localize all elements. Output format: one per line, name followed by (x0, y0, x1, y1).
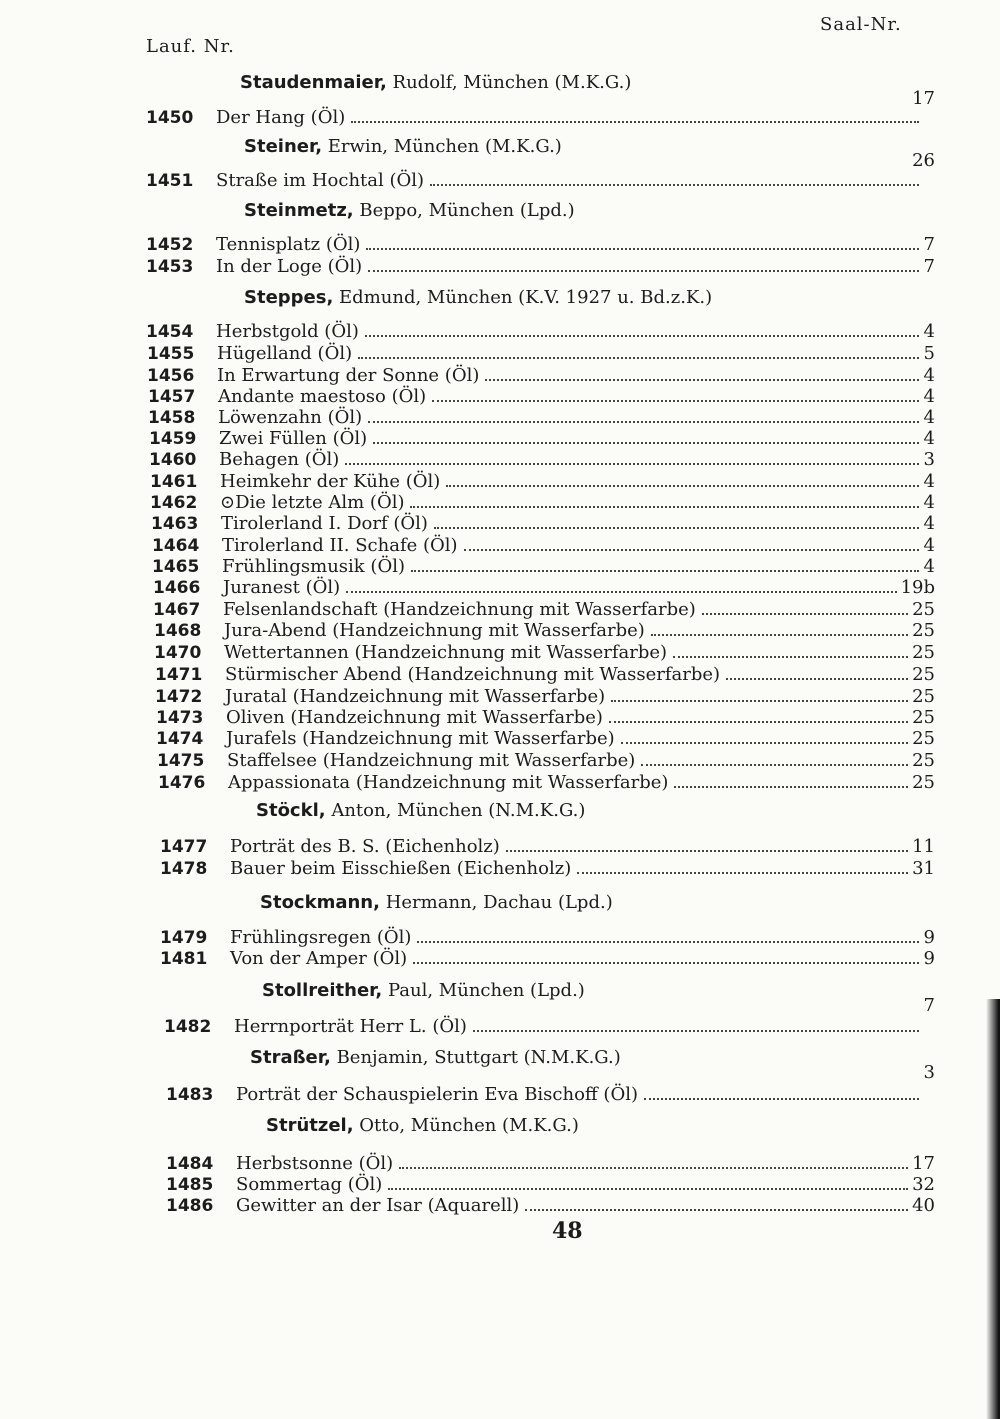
artist-name: Stöckl, (256, 800, 326, 821)
dot-leader (366, 248, 919, 250)
dot-leader (358, 357, 919, 359)
dot-leader (413, 962, 919, 964)
entry-number: 1474 (156, 729, 204, 749)
entry-title: Bauer beim Eisschießen (Eichenholz) (230, 858, 572, 879)
artist-details: Paul, München (Lpd.) (387, 980, 585, 1001)
entry-title: Gewitter an der Isar (Aquarell) (236, 1195, 520, 1216)
entry-hall-number: 9 (923, 948, 935, 969)
dot-leader (417, 941, 919, 943)
entry-number: 1486 (166, 1196, 214, 1216)
entry-title: In der Loge (Öl) (216, 256, 363, 277)
entry-number: 1479 (160, 928, 208, 948)
catalog-entry (146, 321, 935, 343)
entry-title: Jurafels (Handzeichnung mit Wasserfarbe) (226, 728, 615, 749)
entry-title: Herrnporträt Herr L. (Öl) (234, 1016, 467, 1037)
entry-title: Wettertannen (Handzeichnung mit Wasserfarbe) (224, 642, 668, 663)
artist-details: Benjamin, Stuttgart (N.M.K.G.) (336, 1047, 621, 1068)
entry-title: Tirolerland I. Dorf (Öl) (221, 513, 428, 534)
entry-hall-number: 31 (912, 858, 935, 879)
artist-heading (260, 892, 613, 913)
entry-number: 1459 (149, 429, 197, 449)
artist-heading (240, 72, 631, 93)
catalog-entry (155, 686, 935, 708)
dot-leader (399, 1167, 908, 1169)
header-lauf-nr: Lauf. Nr. (146, 36, 235, 57)
catalog-entry (149, 428, 935, 450)
entry-hall-number: 19b (900, 577, 935, 598)
header-saal-nr: Saal-Nr. (820, 14, 902, 35)
artist-details: Edmund, München (K.V. 1927 u. Bd.z.K.) (339, 287, 713, 308)
dot-leader (365, 335, 919, 337)
catalog-entry (160, 948, 935, 970)
entry-hall-number: 25 (912, 707, 935, 728)
entry-title: Tennisplatz (Öl) (216, 234, 361, 255)
dot-leader (473, 1030, 919, 1032)
entry-number: 1451 (146, 171, 194, 191)
entry-hall-number: 5 (923, 343, 935, 364)
artist-heading (244, 287, 712, 308)
artist-details: Rudolf, München (M.K.G.) (392, 72, 632, 93)
entry-number: 1473 (156, 708, 204, 728)
entry-title: Stürmischer Abend (Handzeichnung mit Wasserfarbe) (225, 664, 721, 685)
catalog-entry (153, 599, 935, 621)
dot-leader (651, 634, 908, 636)
entry-hall-number: 25 (912, 664, 935, 685)
entry-hall-number: 7 (923, 234, 935, 255)
entry-title: Zwei Füllen (Öl) (219, 428, 368, 449)
entry-number: 1467 (153, 600, 201, 620)
dot-leader (506, 850, 908, 852)
artist-details: Beppo, München (Lpd.) (359, 200, 575, 221)
entry-hall-number: 11 (912, 836, 935, 857)
artist-hall-number: 17 (912, 88, 935, 109)
entry-number: 1454 (146, 322, 194, 342)
catalog-entry (151, 513, 935, 535)
dot-leader (410, 506, 919, 508)
entry-title: Von der Amper (Öl) (230, 948, 408, 969)
dot-leader (485, 379, 919, 381)
catalog-entry (146, 107, 935, 129)
catalog-entry (160, 858, 935, 880)
artist-hall-number: 26 (912, 150, 935, 171)
entry-number: 1481 (160, 949, 208, 969)
entry-hall-number: 4 (923, 407, 935, 428)
entry-hall-number: 25 (912, 728, 935, 749)
entry-title: Felsenlandschaft (Handzeichnung mit Wasserfarbe) (223, 599, 696, 620)
catalog-entry (164, 1016, 935, 1038)
entry-title: Appassionata (Handzeichnung mit Wasserfarbe) (228, 772, 669, 793)
catalog-entry (156, 707, 935, 729)
artist-name: Steppes, (244, 287, 334, 308)
entry-hall-number: 40 (912, 1195, 935, 1216)
dot-leader (674, 786, 908, 788)
catalog-entry (154, 642, 935, 664)
entry-number: 1477 (160, 837, 208, 857)
artist-details: Otto, München (M.K.G.) (359, 1115, 579, 1136)
dot-leader (611, 700, 908, 702)
entry-number: 1485 (166, 1175, 214, 1195)
dot-leader (673, 656, 908, 658)
entry-title: Frühlingsregen (Öl) (230, 927, 412, 948)
entry-title: Jura-Abend (Handzeichnung mit Wasserfarbe) (224, 620, 645, 641)
entry-hall-number: 4 (923, 556, 935, 577)
dot-leader (368, 421, 919, 423)
artist-hall-number: 3 (923, 1062, 935, 1083)
dot-leader (644, 1098, 919, 1100)
entry-number: 1462 (150, 493, 198, 513)
artist-name: Straßer, (250, 1047, 331, 1068)
dot-leader (430, 184, 919, 186)
page-number: 48 (552, 1218, 583, 1244)
entry-number: 1478 (160, 859, 208, 879)
entry-title: ⊙Die letzte Alm (Öl) (220, 492, 405, 513)
entry-number: 1458 (148, 408, 196, 428)
catalog-entry (152, 556, 935, 578)
entry-hall-number: 4 (923, 535, 935, 556)
entry-title: Staffelsee (Handzeichnung mit Wasserfarbe) (227, 750, 636, 771)
entry-number: 1484 (166, 1154, 214, 1174)
dot-leader (345, 463, 919, 465)
entry-title: Juratal (Handzeichnung mit Wasserfarbe) (225, 686, 606, 707)
entry-hall-number: 9 (923, 927, 935, 948)
entry-number: 1452 (146, 235, 194, 255)
catalog-entry (158, 772, 935, 794)
entry-title: Löwenzahn (Öl) (218, 407, 363, 428)
catalog-entry (156, 728, 935, 750)
entry-number: 1483 (166, 1085, 214, 1105)
catalog-entry (148, 407, 935, 429)
catalog-entry (166, 1084, 935, 1106)
catalog-entry (166, 1195, 935, 1217)
dot-leader (446, 485, 919, 487)
entry-title: Andante maestoso (Öl) (218, 386, 427, 407)
artist-details: Anton, München (N.M.K.G.) (331, 800, 586, 821)
dot-leader (346, 591, 896, 593)
entry-hall-number: 17 (912, 1153, 935, 1174)
catalog-entry (147, 365, 935, 387)
artist-name: Stollreither, (262, 980, 383, 1001)
entry-number: 1466 (153, 578, 201, 598)
entry-hall-number: 4 (923, 365, 935, 386)
catalog-entry (155, 664, 935, 686)
entry-number: 1464 (152, 536, 200, 556)
entry-title: Tirolerland II. Schafe (Öl) (222, 535, 458, 556)
entry-title: Oliven (Handzeichnung mit Wasserfarbe) (226, 707, 603, 728)
entry-number: 1468 (154, 621, 202, 641)
entry-number: 1476 (158, 773, 206, 793)
dot-leader (388, 1188, 908, 1190)
dot-leader (464, 549, 919, 551)
dot-leader (525, 1209, 908, 1211)
dot-leader (641, 764, 908, 766)
dot-leader (432, 400, 919, 402)
dot-leader (373, 442, 919, 444)
dot-leader (434, 527, 919, 529)
entry-hall-number: 4 (923, 386, 935, 407)
entry-number: 1470 (154, 643, 202, 663)
dot-leader (411, 570, 919, 572)
entry-hall-number: 7 (923, 256, 935, 277)
entry-number: 1455 (147, 344, 195, 364)
entry-title: Herbstgold (Öl) (216, 321, 359, 342)
catalog-entry (146, 256, 935, 278)
entry-hall-number: 4 (923, 428, 935, 449)
page-binding-shadow (986, 999, 1000, 1419)
entry-number: 1482 (164, 1017, 212, 1037)
entry-title: Behagen (Öl) (219, 449, 340, 470)
artist-details: Erwin, München (M.K.G.) (327, 136, 562, 157)
entry-hall-number: 25 (912, 599, 935, 620)
entry-hall-number: 4 (923, 471, 935, 492)
entry-hall-number: 25 (912, 686, 935, 707)
entry-number: 1472 (155, 687, 203, 707)
entry-title: Porträt der Schauspielerin Eva Bischoff (Öl) (236, 1084, 638, 1105)
entry-hall-number: 4 (923, 513, 935, 534)
entry-title: Frühlingsmusik (Öl) (222, 556, 405, 577)
dot-leader (609, 721, 908, 723)
entry-title: Herbstsonne (Öl) (236, 1153, 394, 1174)
catalog-entry (150, 471, 935, 493)
entry-title: In Erwartung der Sonne (Öl) (217, 365, 480, 386)
catalog-entry (148, 386, 935, 408)
catalog-entry (146, 234, 935, 256)
entry-number: 1456 (147, 366, 195, 386)
catalog-entry (147, 343, 935, 365)
entry-hall-number: 25 (912, 642, 935, 663)
artist-name: Steinmetz, (244, 200, 354, 221)
artist-name: Steiner, (244, 136, 323, 157)
entry-number: 1471 (155, 665, 203, 685)
entry-hall-number: 4 (923, 492, 935, 513)
entry-title: Heimkehr der Kühe (Öl) (220, 471, 441, 492)
entry-hall-number: 25 (912, 620, 935, 641)
entry-hall-number: 4 (923, 321, 935, 342)
artist-heading (244, 136, 562, 157)
catalog-entry (160, 927, 935, 949)
entry-title: Straße im Hochtal (Öl) (216, 170, 425, 191)
entry-title: Juranest (Öl) (223, 577, 341, 598)
catalog-entry (166, 1153, 935, 1175)
entry-hall-number: 3 (923, 449, 935, 470)
artist-hall-number: 7 (923, 995, 935, 1016)
dot-leader (621, 742, 908, 744)
catalog-entry (153, 577, 935, 599)
entry-hall-number: 32 (912, 1174, 935, 1195)
dot-leader (726, 678, 908, 680)
catalog-entry (146, 170, 935, 192)
catalog-entry (149, 449, 935, 471)
dot-leader (351, 121, 919, 123)
artist-heading (266, 1115, 579, 1136)
catalog-entry (150, 492, 935, 514)
entry-title: Porträt des B. S. (Eichenholz) (230, 836, 500, 857)
artist-name: Strützel, (266, 1115, 354, 1136)
catalog-entry (154, 620, 935, 642)
entry-title: Der Hang (Öl) (216, 107, 346, 128)
entry-number: 1457 (148, 387, 196, 407)
dot-leader (577, 872, 908, 874)
entry-title: Hügelland (Öl) (217, 343, 353, 364)
artist-details: Hermann, Dachau (Lpd.) (385, 892, 613, 913)
catalog-entry (157, 750, 935, 772)
artist-name: Staudenmaier, (240, 72, 387, 93)
entry-number: 1463 (151, 514, 199, 534)
entry-number: 1460 (149, 450, 197, 470)
entry-number: 1450 (146, 108, 194, 128)
entry-number: 1453 (146, 257, 194, 277)
entry-number: 1465 (152, 557, 200, 577)
entry-number: 1461 (150, 472, 198, 492)
artist-name: Stockmann, (260, 892, 380, 913)
artist-heading (250, 1047, 621, 1068)
dot-leader (702, 613, 908, 615)
entry-title: Sommertag (Öl) (236, 1174, 383, 1195)
catalog-entry (160, 836, 935, 858)
catalog-entry (166, 1174, 935, 1196)
entry-hall-number: 25 (912, 750, 935, 771)
artist-heading (244, 200, 575, 221)
entry-hall-number: 25 (912, 772, 935, 793)
dot-leader (368, 270, 919, 272)
catalog-entry (152, 535, 935, 557)
artist-heading (262, 980, 585, 1001)
artist-heading (256, 800, 585, 821)
entry-number: 1475 (157, 751, 205, 771)
